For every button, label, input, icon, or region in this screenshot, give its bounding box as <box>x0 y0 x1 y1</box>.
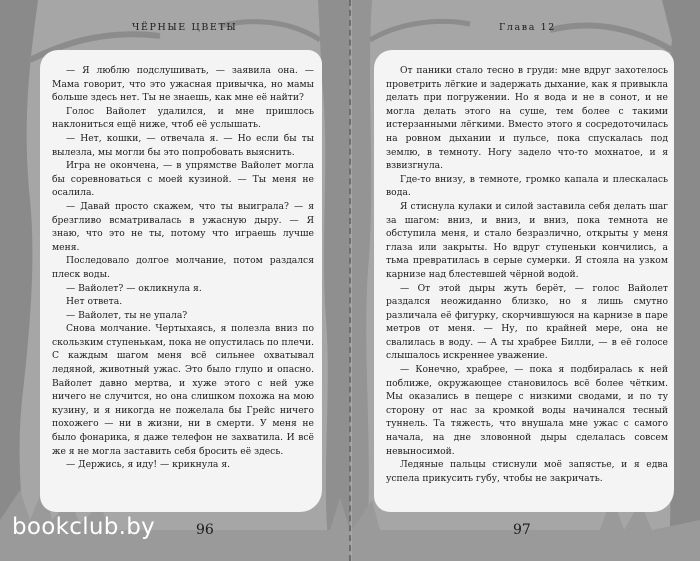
paragraph: — Конечно, храбрее, — пока я подбиралась к ней поближе, окружающее становилось всё более чётким. Мы оказались в пещере с низкими сводами, и по ту сторону от нас за кромкой воды начинался тесный туннель. Та тяжесть, что внушала мне ужас с самого начала, на дне зловонной дыры сделалась совсем невыносимой. <box>386 364 668 457</box>
right-page-number: 97 <box>513 522 531 538</box>
left-page-body <box>52 64 314 472</box>
paragraph: Игра не окончена, — в упрямстве Вайолет могла бы соревноваться с моей кузиной. — Ты меня не осалила. <box>52 160 314 199</box>
paragraph: От паники стало тесно в груди: мне вдруг захотелось проветрить лёгкие и задержать дыхание, как я привыкла делать при погружении. Но я вода и не в сонот, и не могла делать этого на суше, тем более с такими истерзанными лёгкими. Вместо этого я сосредоточилась на ровном дыхании и пульсе, пока спускалась под землю, в темноту. Ногу задело что-то мохнатое, и я взвизгнула. <box>386 65 668 172</box>
paragraph: Нет ответа. <box>66 296 123 308</box>
paragraph: Ледяные пальцы стиснули моё запястье, и я едва успела прикусить губу, чтобы не закричать. <box>386 459 668 484</box>
left-page-number: 96 <box>196 522 214 538</box>
paragraph: — Давай просто скажем, что ты выиграла? — я брезгливо всматривалась в ужасную дыру. — Я знаю, что это не ты, потому что играешь лучше меня. <box>52 200 314 253</box>
paragraph: Снова молчание. Чертыхаясь, я полезла вниз по скользким ступенькам, пока не опустилась по плечи. С каждым шагом меня всё сильнее охватывал ледяной, животный ужас. Это было глупо и опасно. Вайолет давно мертва, и хуже этого с ней уже ничего не случится, но она слишком похожа на мою кузину, и я никогда не пожелала бы Грейс ничего похожего — ни в жизни, ни в смерти. У меня не было фонарика, я даже телефон не захватила. И всё же я не могла заставить себя бросить её здесь. <box>52 323 314 457</box>
left-running-head: ЧЁРНЫЕ ЦВЕТЫ <box>132 22 238 33</box>
paragraph: — Я люблю подслушивать, — заявила она. — Мама говорит, что это ужасная привычка, но мамы больше здесь нет. Ты не знаешь, как мне её найти? <box>52 65 314 104</box>
paragraph: Голос Вайолет удалился, и мне пришлось наклониться ещё ниже, чтоб её услышать. <box>52 105 314 131</box>
paragraph: Я стиснула кулаки и силой заставила себя делать шаг за шагом: вниз, и вниз, и вниз, пока темнота не обступила меня, и стало безразлично, открыты у меня глаза или закрыты. Но вдруг ступеньки кончились, а тьма превратилась в серые сумерки. Я стояла на узком карнизе над блестевшей чёрной водой. <box>386 200 668 280</box>
site-watermark: bookclub.by <box>12 514 156 540</box>
right-page-body <box>386 64 668 485</box>
paragraph: — От этой дыры жуть берёт, — голос Вайолет раздался неожиданно близко, но я лишь смутно различала её фигурку, скорчившуюся на карнизе в паре метров от меня. — Ну, по крайней мере, она не свалилась в воду. — А ты храбрее Билли, — в её голосе слышалось искреннее уважение. <box>386 282 668 362</box>
right-running-head: Глава 12 <box>499 22 556 33</box>
right-page <box>352 0 700 561</box>
paragraph: Где-то внизу, в темноте, громко капала и плескалась вода. <box>386 173 668 199</box>
paragraph: — Вайолет? — окликнула я. <box>66 282 202 294</box>
paragraph: — Вайолет, ты не упала? <box>66 309 188 321</box>
paragraph: Последовало долгое молчание, потом раздался плеск воды. <box>52 255 314 280</box>
paragraph: — Держись, я иду! — крикнула я. <box>66 459 231 471</box>
paragraph: — Нет, кошки, — отвечала я. — Но если бы ты вылезла, мы могли бы это попробовать выяснить. <box>52 132 314 158</box>
